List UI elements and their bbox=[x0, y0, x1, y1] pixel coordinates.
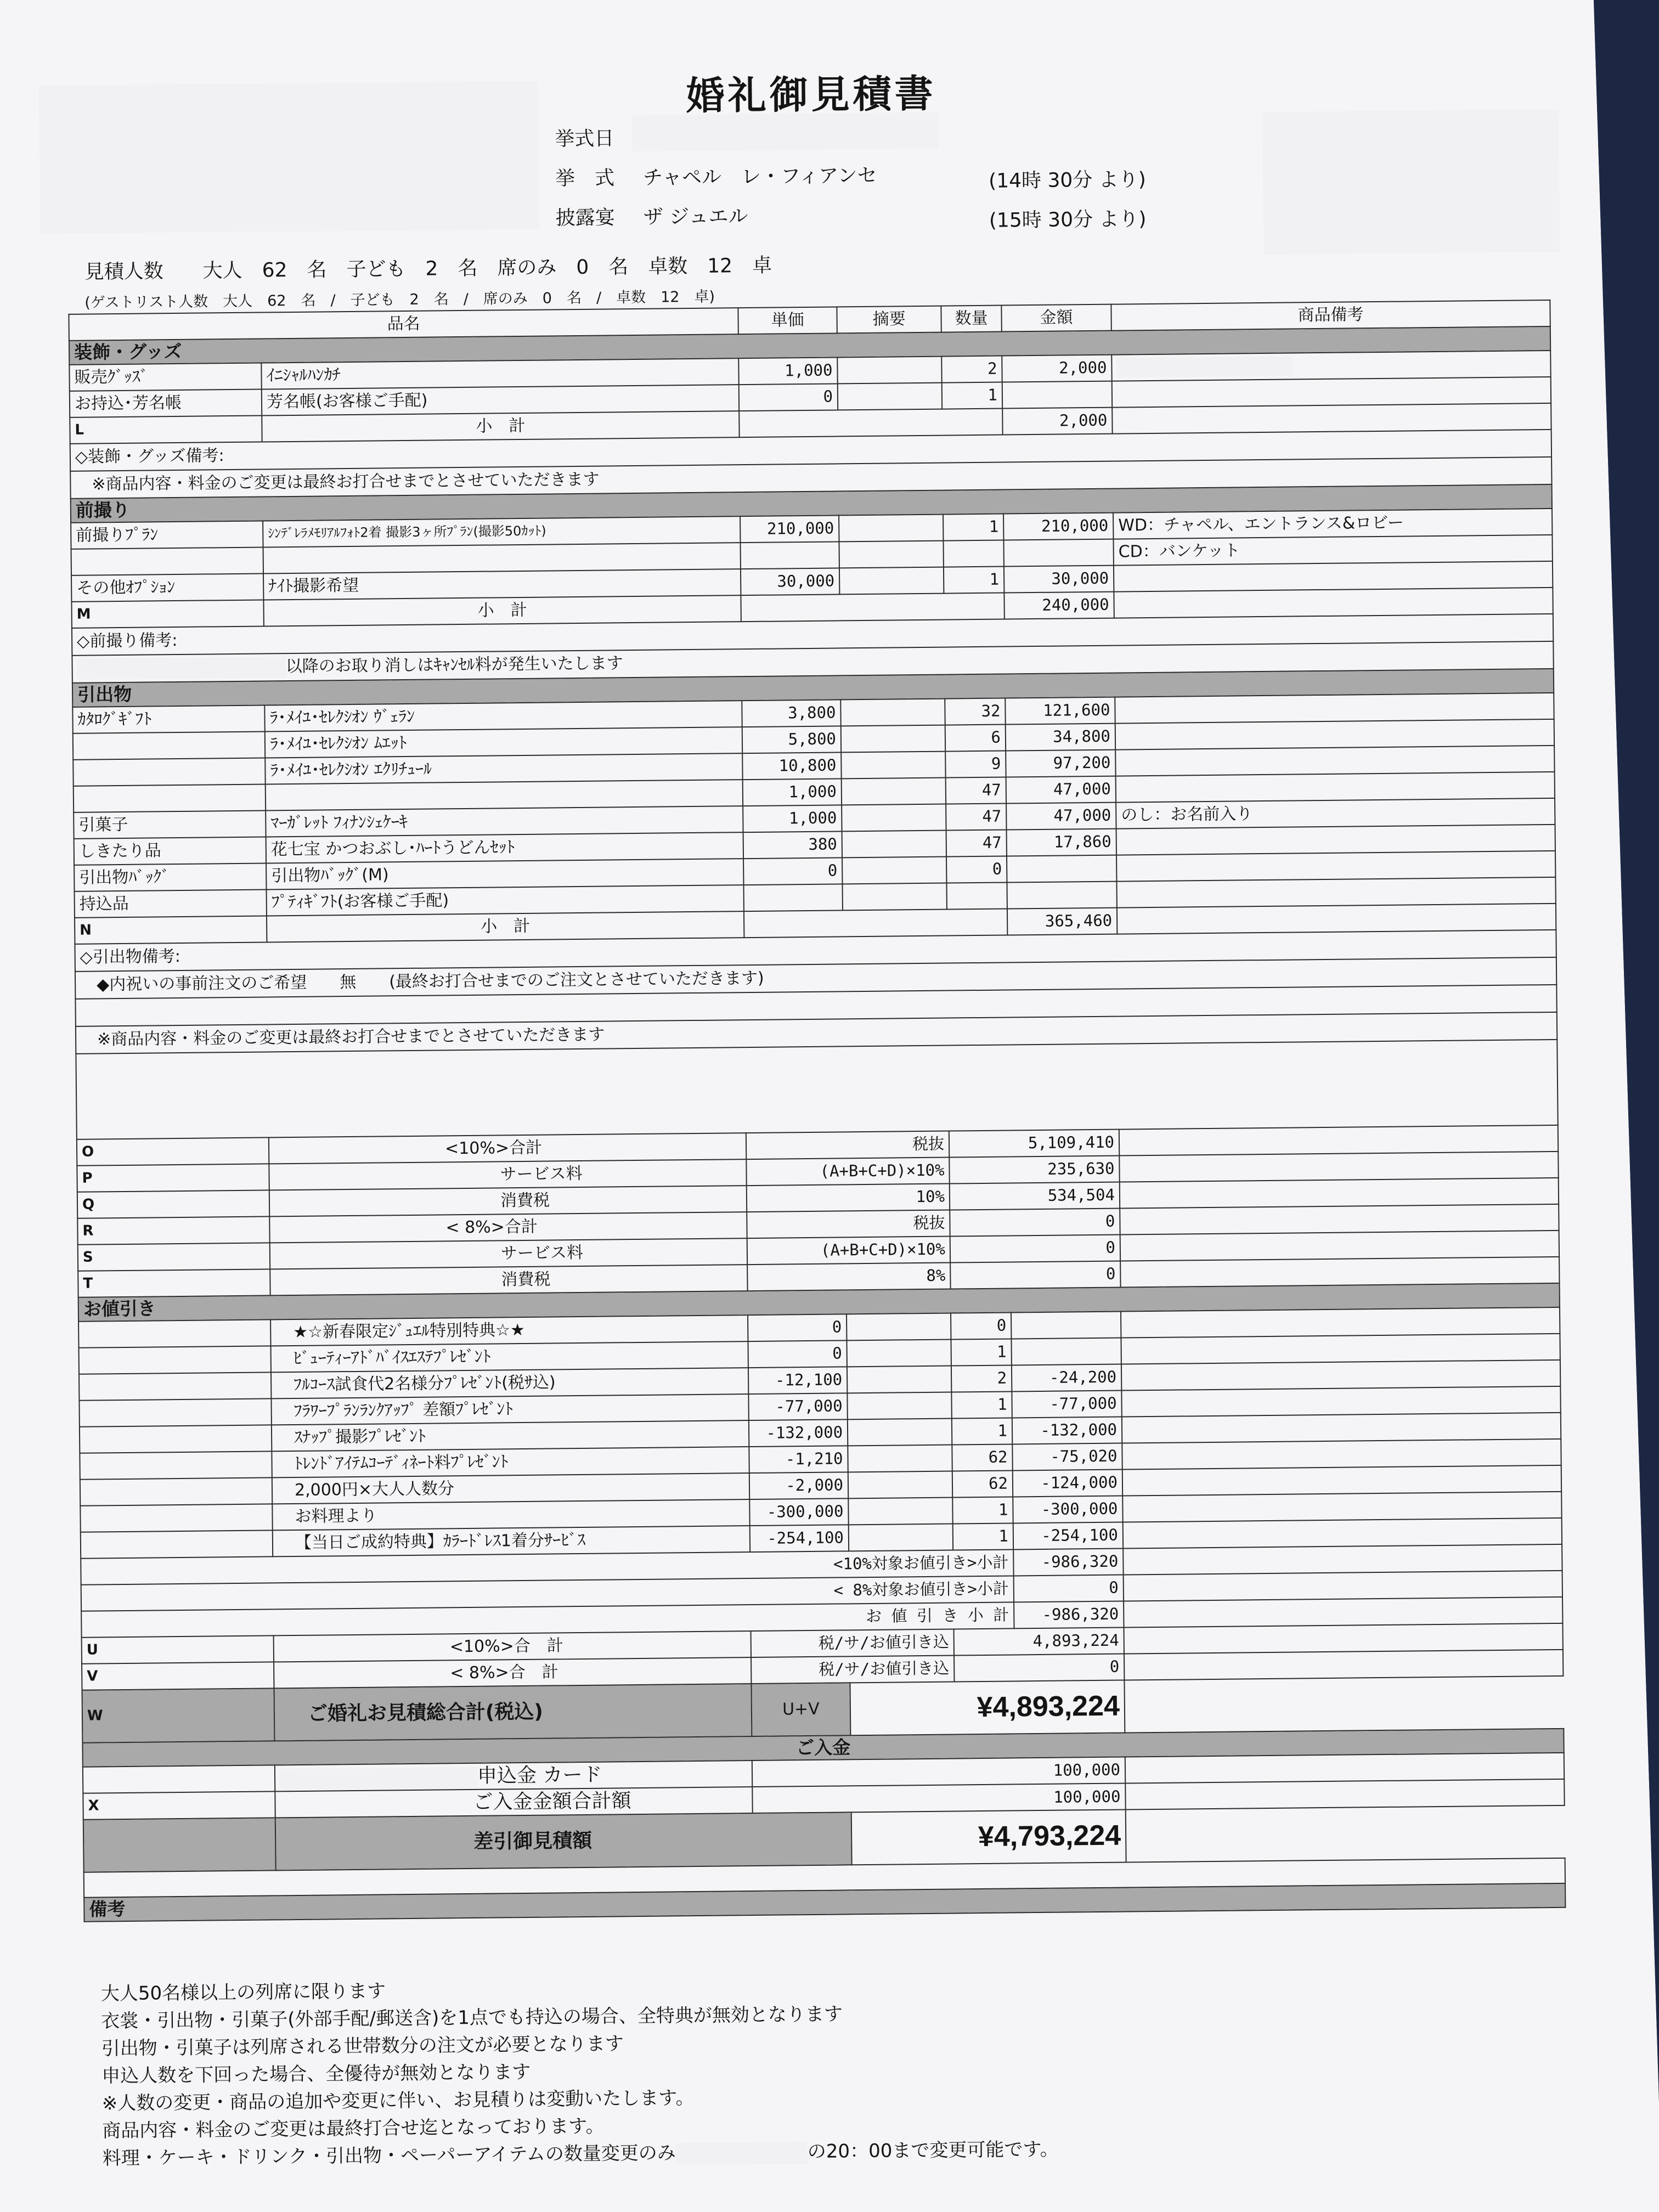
row-category: お持込･芳名帳 bbox=[70, 389, 262, 417]
total-basis: 10% bbox=[747, 1183, 950, 1212]
row-remarks bbox=[1124, 1676, 1564, 1733]
row-amount bbox=[1011, 1338, 1121, 1365]
row-amount: -77,000 bbox=[1012, 1390, 1121, 1418]
row-summary bbox=[848, 1497, 952, 1525]
col-amount: 金額 bbox=[1001, 304, 1111, 332]
row-unit-price: -1,210 bbox=[749, 1446, 848, 1473]
total-mark: T bbox=[78, 1269, 270, 1297]
row-category: その他ｵﾌﾟｼｮﾝ bbox=[71, 573, 263, 601]
total-amount: 235,630 bbox=[949, 1155, 1119, 1183]
row-item-name: ﾗ･ﾒｲﾕ･ｾﾚｸｼｵﾝ ｴｸﾘﾁｭｰﾙ bbox=[265, 753, 742, 784]
row-summary bbox=[842, 804, 946, 831]
row-item-name bbox=[266, 780, 743, 810]
row-mark bbox=[78, 1319, 270, 1347]
headcount-line: 見積人数 大人 62 名 子ども 2 名 席のみ 0 名 卓数 12 卓 bbox=[84, 254, 772, 284]
row-summary bbox=[837, 357, 941, 384]
row-summary bbox=[848, 1418, 952, 1446]
row-mark bbox=[79, 1398, 271, 1426]
total-label: 消費税 bbox=[269, 1186, 747, 1216]
wedding-total-amount: ¥4,893,224 bbox=[850, 1680, 1125, 1735]
row-qty: 0 bbox=[946, 856, 1007, 883]
remark-line: 料理・ケーキ・ドリンク・引出物・ペーパーアイテムの数量変更のみ bbox=[102, 2142, 676, 2170]
row-summary bbox=[848, 1444, 952, 1472]
row-item-name: ｲﾆｼｬﾙﾊﾝｶﾁ bbox=[261, 358, 738, 389]
subtotal-spacer bbox=[744, 909, 1007, 938]
row-remarks bbox=[1126, 1805, 1565, 1863]
row-remarks bbox=[1115, 746, 1554, 776]
row-category: 持込品 bbox=[75, 889, 267, 917]
total-mark: Q bbox=[77, 1190, 269, 1218]
row-remarks bbox=[1124, 1650, 1563, 1680]
row-qty: 2 bbox=[941, 356, 1002, 382]
row-remarks: のし：お名前入り bbox=[1116, 798, 1555, 829]
row-remarks: WD：チャペル、エントランス&ロビー bbox=[1113, 509, 1552, 539]
deposit-total-mark: X bbox=[83, 1792, 275, 1820]
row-remarks bbox=[1114, 561, 1553, 592]
subtotal-mark: L bbox=[70, 415, 262, 443]
total-remarks bbox=[1120, 1204, 1559, 1235]
row-mark bbox=[80, 1451, 272, 1479]
estimate-sheet bbox=[60, 46, 1612, 2211]
total-label: < 8%>合計 bbox=[269, 1212, 747, 1243]
row-amount bbox=[1007, 855, 1116, 882]
row-mark bbox=[79, 1346, 271, 1374]
reception-label: 披露宴 bbox=[555, 206, 616, 230]
total-remarks bbox=[1120, 1231, 1559, 1261]
section-title: ご入金 bbox=[82, 1729, 1564, 1767]
note-title: ◇引出物備考: bbox=[75, 930, 1556, 972]
row-qty bbox=[943, 540, 1003, 567]
row-remarks bbox=[1116, 772, 1555, 803]
row-qty: 1 bbox=[951, 1391, 1012, 1418]
subtotal-spacer bbox=[739, 408, 1002, 437]
subtotal-label: 小 計 bbox=[263, 595, 741, 626]
row-item-name: ﾌﾟﾃｨｷﾞﾌﾄ(お客様ご手配) bbox=[267, 885, 744, 916]
row-item-name: 引出物ﾊﾞｯｸﾞ(M) bbox=[266, 859, 743, 889]
note-title: ◇前撮り備考: bbox=[72, 614, 1553, 656]
row-mark bbox=[83, 1818, 276, 1872]
row-category: ｶﾀﾛｸﾞｷﾞﾌﾄ bbox=[72, 705, 264, 733]
row-remarks bbox=[1125, 1753, 1564, 1784]
deposit-label: 申込金 カード bbox=[477, 1763, 602, 1787]
row-qty: 1 bbox=[943, 514, 1003, 540]
row-remarks bbox=[1123, 1544, 1562, 1575]
total-label: <10%>合計 bbox=[269, 1133, 746, 1164]
note-body: ※商品内容・料金のご変更は最終お打合せまでとさせていただきます bbox=[70, 457, 1551, 499]
row-summary bbox=[841, 751, 945, 778]
row-unit-price: 3,800 bbox=[742, 699, 840, 727]
row-qty: 1 bbox=[952, 1497, 1013, 1523]
row-unit-price: 210,000 bbox=[740, 515, 839, 543]
redacted-date bbox=[280, 1767, 477, 1790]
row-item-name: 【当日ご成約特典】ｶﾗｰﾄﾞﾚｽ1着分ｻｰﾋﾞｽ bbox=[273, 1526, 750, 1556]
row-summary bbox=[847, 1365, 951, 1393]
row-unit-price: -77,000 bbox=[748, 1393, 847, 1420]
row-item-name: ﾌﾗﾜｰﾌﾟﾗﾝﾗﾝｸｱｯﾌﾟ 差額ﾌﾟﾚｾﾞﾝﾄ bbox=[271, 1394, 748, 1425]
row-item-name: 芳名帳(お客様ご手配) bbox=[262, 385, 739, 415]
subtotal-remarks bbox=[1114, 588, 1553, 618]
row-summary bbox=[849, 1523, 953, 1551]
row-amount: 30,000 bbox=[1004, 565, 1114, 592]
total-amount: 5,109,410 bbox=[949, 1129, 1119, 1157]
row-item-name: ﾄﾚﾝﾄﾞｱｲﾃﾑｺｰﾃﾞｨﾈｰﾄ料ﾌﾟﾚｾﾞﾝﾄ bbox=[272, 1447, 749, 1477]
row-summary bbox=[848, 1471, 952, 1498]
total-basis: 8% bbox=[747, 1262, 950, 1291]
row-category: 前撮りﾌﾟﾗﾝ bbox=[71, 521, 263, 549]
row-remarks bbox=[1124, 1597, 1562, 1628]
total-remarks bbox=[1120, 1178, 1559, 1209]
section-title: お値引き bbox=[78, 1283, 1560, 1322]
ceremony-time: (14時 30分 より) bbox=[988, 168, 1146, 193]
row-remarks bbox=[1116, 851, 1555, 882]
discount-subtotal-label: < 8%対象お値引き>小計 bbox=[81, 1576, 1014, 1611]
deposit-total-amount: 100,000 bbox=[752, 1784, 1125, 1814]
row-remarks bbox=[1124, 1571, 1562, 1601]
remark-line: 引出物・引菓子は列席される世帯数分の注文が必要となります bbox=[101, 2033, 624, 2060]
row-amount: 34,800 bbox=[1006, 723, 1115, 751]
row-category: 販売ｸﾞｯｽﾞ bbox=[69, 363, 261, 391]
row-qty: 32 bbox=[945, 698, 1005, 725]
total-label: 消費税 bbox=[270, 1265, 747, 1295]
row-remarks bbox=[1124, 1623, 1563, 1654]
row-unit-price: 30,000 bbox=[741, 568, 839, 595]
wedding-total-label: ご婚礼お見積総合計(税込) bbox=[274, 1684, 752, 1741]
row-remarks bbox=[1125, 1779, 1564, 1810]
row-unit-price bbox=[740, 541, 839, 569]
row-unit-price: -300,000 bbox=[749, 1498, 848, 1526]
section-title: 前撮り bbox=[71, 484, 1552, 523]
subtotal-spacer bbox=[741, 592, 1004, 622]
row-remarks bbox=[1115, 693, 1554, 724]
row-summary bbox=[840, 698, 945, 726]
row-amount bbox=[1002, 381, 1112, 409]
subtotal-mark: M bbox=[71, 600, 263, 628]
row-amount: 47,000 bbox=[1006, 802, 1116, 830]
row-remarks: CD：バンケット bbox=[1113, 535, 1552, 566]
row-remarks bbox=[1122, 1439, 1561, 1470]
row-unit-price: 1,000 bbox=[743, 778, 842, 806]
row-remarks bbox=[1121, 1307, 1560, 1338]
subtotal-amount: 2,000 bbox=[1002, 408, 1112, 435]
subtotal-remarks bbox=[1112, 403, 1551, 434]
row-category bbox=[71, 547, 263, 575]
row-unit-price: 5,800 bbox=[742, 726, 841, 753]
subtotal-amount: 365,460 bbox=[1007, 907, 1117, 935]
note-blank bbox=[76, 1040, 1558, 1139]
row-amount: 2,000 bbox=[1002, 355, 1111, 382]
total-label: サービス料 bbox=[269, 1159, 746, 1190]
remark-line: の20：00まで変更可能です。 bbox=[807, 2138, 1059, 2163]
subtotal-mark: N bbox=[75, 916, 267, 944]
total-amount: 0 bbox=[950, 1261, 1120, 1289]
row-summary bbox=[839, 540, 943, 568]
redacted-name-block bbox=[38, 81, 539, 234]
row-category bbox=[74, 784, 266, 812]
row-unit-price: -2,000 bbox=[749, 1472, 848, 1499]
remark-line: 大人50名様以上の列席に限ります bbox=[100, 1980, 386, 2005]
row-remarks bbox=[1122, 1492, 1561, 1522]
row-qty: 1 bbox=[952, 1418, 1012, 1444]
row-category: 引出物ﾊﾞｯｸﾞ bbox=[74, 863, 266, 891]
row-qty: 2 bbox=[951, 1365, 1012, 1392]
row-amount: -132,000 bbox=[1012, 1417, 1122, 1444]
total-remarks bbox=[1120, 1257, 1559, 1288]
row-remarks bbox=[1111, 351, 1550, 381]
section-title: 備考 bbox=[84, 1883, 1565, 1922]
row-qty bbox=[946, 882, 1007, 909]
remark-line: 申込人数を下回った場合、全優待が無効となります bbox=[101, 2061, 531, 2087]
col-remarks: 商品備考 bbox=[1111, 300, 1550, 331]
row-unit-price: -132,000 bbox=[749, 1419, 848, 1447]
ceremony-label: 挙 式 bbox=[555, 167, 615, 190]
row-qty: 62 bbox=[952, 1444, 1012, 1471]
total-basis: 税抜 bbox=[746, 1131, 949, 1159]
row-summary bbox=[847, 1392, 951, 1419]
row-qty: 6 bbox=[945, 724, 1006, 751]
document-title: 婚礼御見積書 bbox=[686, 71, 937, 119]
row-remarks bbox=[1121, 1386, 1560, 1417]
note-body: ※商品内容・料金のご変更は最終お打合せまでとさせていただきます bbox=[76, 1012, 1557, 1054]
row-amount: 97,200 bbox=[1006, 749, 1115, 777]
remark-line: 衣裳・引出物・引菓子(外部手配/郵送含)を1点でも持込の場合、全特典が無効となります bbox=[101, 2003, 843, 2033]
row-qty: 1 bbox=[942, 382, 1002, 409]
total-amount: 0 bbox=[950, 1234, 1120, 1262]
row-amount: 210,000 bbox=[1003, 512, 1113, 540]
row-summary bbox=[841, 725, 945, 752]
deposit-amount: 100,000 bbox=[752, 1757, 1125, 1787]
row-mark bbox=[80, 1425, 272, 1453]
row-mark bbox=[80, 1477, 272, 1505]
guestlist-line: (ゲストリスト人数 大人 62 名 / 子ども 2 名 / 席のみ 0 名 / 卓数 12 卓) bbox=[84, 288, 715, 312]
row-amount: -24,200 bbox=[1012, 1364, 1121, 1391]
balance-amount: ¥4,793,224 bbox=[851, 1810, 1126, 1865]
row-summary bbox=[838, 383, 942, 410]
grand-label: < 8%>合 計 bbox=[274, 1657, 751, 1688]
row-item-name: 花七宝 かつおぶし･ﾊｰﾄうどんｾｯﾄ bbox=[266, 832, 743, 863]
row-amount: 121,600 bbox=[1005, 697, 1115, 724]
subtotal-amount: 240,000 bbox=[1004, 591, 1114, 619]
row-item-name: ﾌﾙｺｰｽ試食代2名様分ﾌﾟﾚｾﾞﾝﾄ(税ｻ込) bbox=[271, 1368, 748, 1398]
grand-amount: 4,893,224 bbox=[954, 1627, 1124, 1655]
row-amount bbox=[1007, 881, 1116, 909]
row-category: しきたり品 bbox=[74, 837, 266, 865]
row-remarks bbox=[1116, 825, 1555, 855]
row-remarks bbox=[1116, 877, 1555, 908]
ceremony-date-label: 挙式日 bbox=[555, 127, 614, 151]
row-mark bbox=[79, 1372, 271, 1400]
row-item-name bbox=[263, 543, 741, 573]
row-item-name: ★☆新春限定ｼﾞｭｴﾙ特別特典☆★ bbox=[270, 1315, 748, 1346]
note-body: ◆内祝いの事前注文のご希望 無 (最終お打合せまでのご注文とさせていただきます) bbox=[75, 957, 1556, 999]
row-item-name: ﾗ･ﾒｲﾕ･ｾﾚｸｼｵﾝ ｳﾞｪﾗﾝ bbox=[264, 701, 742, 731]
row-summary bbox=[839, 567, 944, 594]
total-basis: (A+B+C+D)×10% bbox=[747, 1236, 950, 1265]
reception-venue: ザ ジュエル bbox=[643, 205, 748, 229]
row-qty: 47 bbox=[946, 777, 1006, 804]
total-label: サービス料 bbox=[270, 1238, 747, 1269]
discount-subtotal-label: お 値 引 き 小 計 bbox=[81, 1602, 1014, 1637]
grand-mark: U bbox=[82, 1635, 274, 1663]
col-item: 品名 bbox=[69, 308, 738, 341]
total-remarks bbox=[1119, 1152, 1558, 1182]
row-item-name: ｽﾅｯﾌﾟ撮影ﾌﾟﾚｾﾞﾝﾄ bbox=[272, 1420, 749, 1451]
row-qty: 1 bbox=[951, 1339, 1011, 1365]
total-remarks bbox=[1119, 1125, 1558, 1156]
row-amount bbox=[1003, 539, 1113, 566]
row-item-name: ﾗ･ﾒｲﾕ･ｾﾚｸｼｵﾝ ﾑｴｯﾄ bbox=[265, 727, 742, 758]
remarks-block bbox=[101, 1971, 1059, 2172]
row-remarks bbox=[1112, 377, 1551, 408]
row-item-name: ﾏｰｶﾞﾚｯﾄ ﾌｨﾅﾝｼｪｹｰｷ bbox=[266, 806, 743, 837]
row-mark bbox=[83, 1765, 275, 1793]
discount-subtotal-amount: -986,320 bbox=[1014, 1601, 1124, 1628]
wedding-total-mark: W bbox=[82, 1688, 275, 1742]
row-remarks bbox=[1115, 719, 1554, 750]
row-unit-price: 10,800 bbox=[742, 752, 841, 780]
reception-time: (15時 30分 より) bbox=[989, 208, 1147, 232]
row-unit-price: 0 bbox=[743, 857, 842, 885]
row-amount: -254,100 bbox=[1013, 1522, 1123, 1549]
row-unit-price: -12,100 bbox=[748, 1367, 847, 1394]
row-mark bbox=[81, 1530, 273, 1558]
row-category bbox=[73, 758, 265, 786]
row-amount bbox=[1011, 1311, 1121, 1339]
row-item-name: ｼﾝﾃﾞﾚﾗﾒﾓﾘｱﾙﾌｫﾄ2着 撮影3ヶ所ﾌﾟﾗﾝ(撮影50ｶｯﾄ) bbox=[263, 516, 740, 547]
row-unit-price: -254,100 bbox=[750, 1525, 849, 1552]
total-amount: 0 bbox=[950, 1208, 1120, 1236]
grand-mark: V bbox=[82, 1662, 274, 1690]
row-amount: 17,860 bbox=[1007, 828, 1116, 856]
note-body: 以降のお取り消しはｷｬﾝｾﾙ料が発生いたします bbox=[285, 653, 623, 676]
deposit-label-cell bbox=[275, 1760, 752, 1792]
redacted-venue-block bbox=[1262, 109, 1560, 255]
row-unit-price: 380 bbox=[743, 831, 842, 859]
row-unit-price: 0 bbox=[748, 1314, 847, 1341]
redacted-date bbox=[676, 2142, 808, 2165]
row-qty: 47 bbox=[946, 830, 1007, 856]
row-summary bbox=[842, 830, 946, 857]
col-unit-price: 単価 bbox=[738, 307, 837, 334]
row-remarks bbox=[1121, 1360, 1560, 1391]
note-row bbox=[76, 1040, 1558, 1139]
subtotal-label: 小 計 bbox=[267, 911, 744, 942]
row-unit-price: 0 bbox=[739, 383, 838, 411]
balance-label: 差引御見積額 bbox=[275, 1812, 852, 1870]
row-summary bbox=[847, 1313, 951, 1340]
total-basis: 税抜 bbox=[747, 1210, 950, 1238]
row-summary bbox=[847, 1339, 951, 1367]
total-basis: (A+B+C+D)×10% bbox=[746, 1157, 949, 1186]
section-title: 装飾・グッズ bbox=[69, 326, 1550, 365]
total-mark: R bbox=[77, 1216, 269, 1244]
row-qty: 1 bbox=[944, 566, 1004, 593]
row-item-name: 2,000円×大人人数分 bbox=[272, 1473, 749, 1504]
row-amount: -300,000 bbox=[1013, 1496, 1122, 1523]
total-mark: S bbox=[78, 1243, 270, 1271]
row-qty: 47 bbox=[946, 803, 1006, 830]
note-title: ◇装飾・グッズ備考: bbox=[70, 430, 1551, 471]
row-item-name: お料理より bbox=[272, 1499, 749, 1530]
row-qty: 0 bbox=[951, 1312, 1011, 1339]
ceremony-venue: チャペル レ・フィアンセ bbox=[642, 164, 877, 189]
discount-subtotal-amount: -986,320 bbox=[1013, 1548, 1123, 1576]
remark-line: 商品内容・料金のご変更は最終打合せ迄となっております。 bbox=[102, 2115, 605, 2142]
row-summary bbox=[839, 514, 943, 541]
total-amount: 534,504 bbox=[950, 1182, 1120, 1210]
row-remarks bbox=[1122, 1465, 1561, 1496]
row-remarks bbox=[1121, 1334, 1560, 1364]
row-unit-price: 0 bbox=[748, 1340, 847, 1368]
row-qty: 1 bbox=[953, 1523, 1013, 1550]
discount-subtotal-amount: 0 bbox=[1014, 1575, 1124, 1602]
row-amount: -75,020 bbox=[1012, 1443, 1122, 1470]
subtotal-remarks bbox=[1117, 904, 1556, 934]
row-amount: 47,000 bbox=[1006, 776, 1116, 803]
wedding-total-formula: U+V bbox=[751, 1683, 850, 1736]
total-mark: O bbox=[77, 1137, 269, 1165]
redacted-remark bbox=[1116, 356, 1292, 377]
grand-basis: 税/サ/お値引き込 bbox=[751, 1655, 954, 1684]
row-remarks bbox=[1122, 1413, 1561, 1443]
row-category bbox=[73, 731, 265, 759]
row-remarks bbox=[1123, 1518, 1562, 1549]
row-summary bbox=[842, 883, 946, 910]
subtotal-label: 小 計 bbox=[262, 411, 739, 442]
col-qty: 数量 bbox=[941, 306, 1001, 332]
col-summary: 摘要 bbox=[837, 306, 941, 334]
discount-subtotal-label: <10%対象お値引き>小計 bbox=[81, 1549, 1013, 1584]
total-mark: P bbox=[77, 1164, 269, 1192]
remark-line: ※人数の変更・商品の追加や変更に伴い、お見積りは変動いたします。 bbox=[101, 2087, 695, 2115]
deposit-total-label: ご入金金額合計額 bbox=[275, 1787, 752, 1818]
row-summary bbox=[842, 777, 946, 805]
row-qty: 9 bbox=[945, 751, 1006, 777]
section-title: 引出物 bbox=[72, 669, 1554, 707]
row-unit-price: 1,000 bbox=[743, 805, 842, 832]
row-unit-price bbox=[743, 884, 842, 911]
estimate-table bbox=[68, 300, 1566, 1922]
redacted-date bbox=[77, 657, 285, 680]
row-summary bbox=[842, 856, 946, 884]
row-mark bbox=[80, 1504, 272, 1532]
row-unit-price: 1,000 bbox=[738, 357, 837, 385]
grand-label: <10%>合 計 bbox=[274, 1631, 751, 1662]
grand-basis: 税/サ/お値引き込 bbox=[751, 1629, 954, 1657]
row-category: 引菓子 bbox=[74, 810, 266, 838]
grand-amount: 0 bbox=[954, 1654, 1124, 1681]
row-qty: 62 bbox=[952, 1470, 1013, 1497]
row-item-name: ﾅｲﾄ撮影希望 bbox=[263, 569, 741, 600]
row-amount: -124,000 bbox=[1013, 1469, 1122, 1497]
row-item-name: ﾋﾞｭｰﾃｨｰｱﾄﾞﾊﾞｲｽｴｽﾃﾌﾟﾚｾﾞﾝﾄ bbox=[271, 1341, 748, 1372]
